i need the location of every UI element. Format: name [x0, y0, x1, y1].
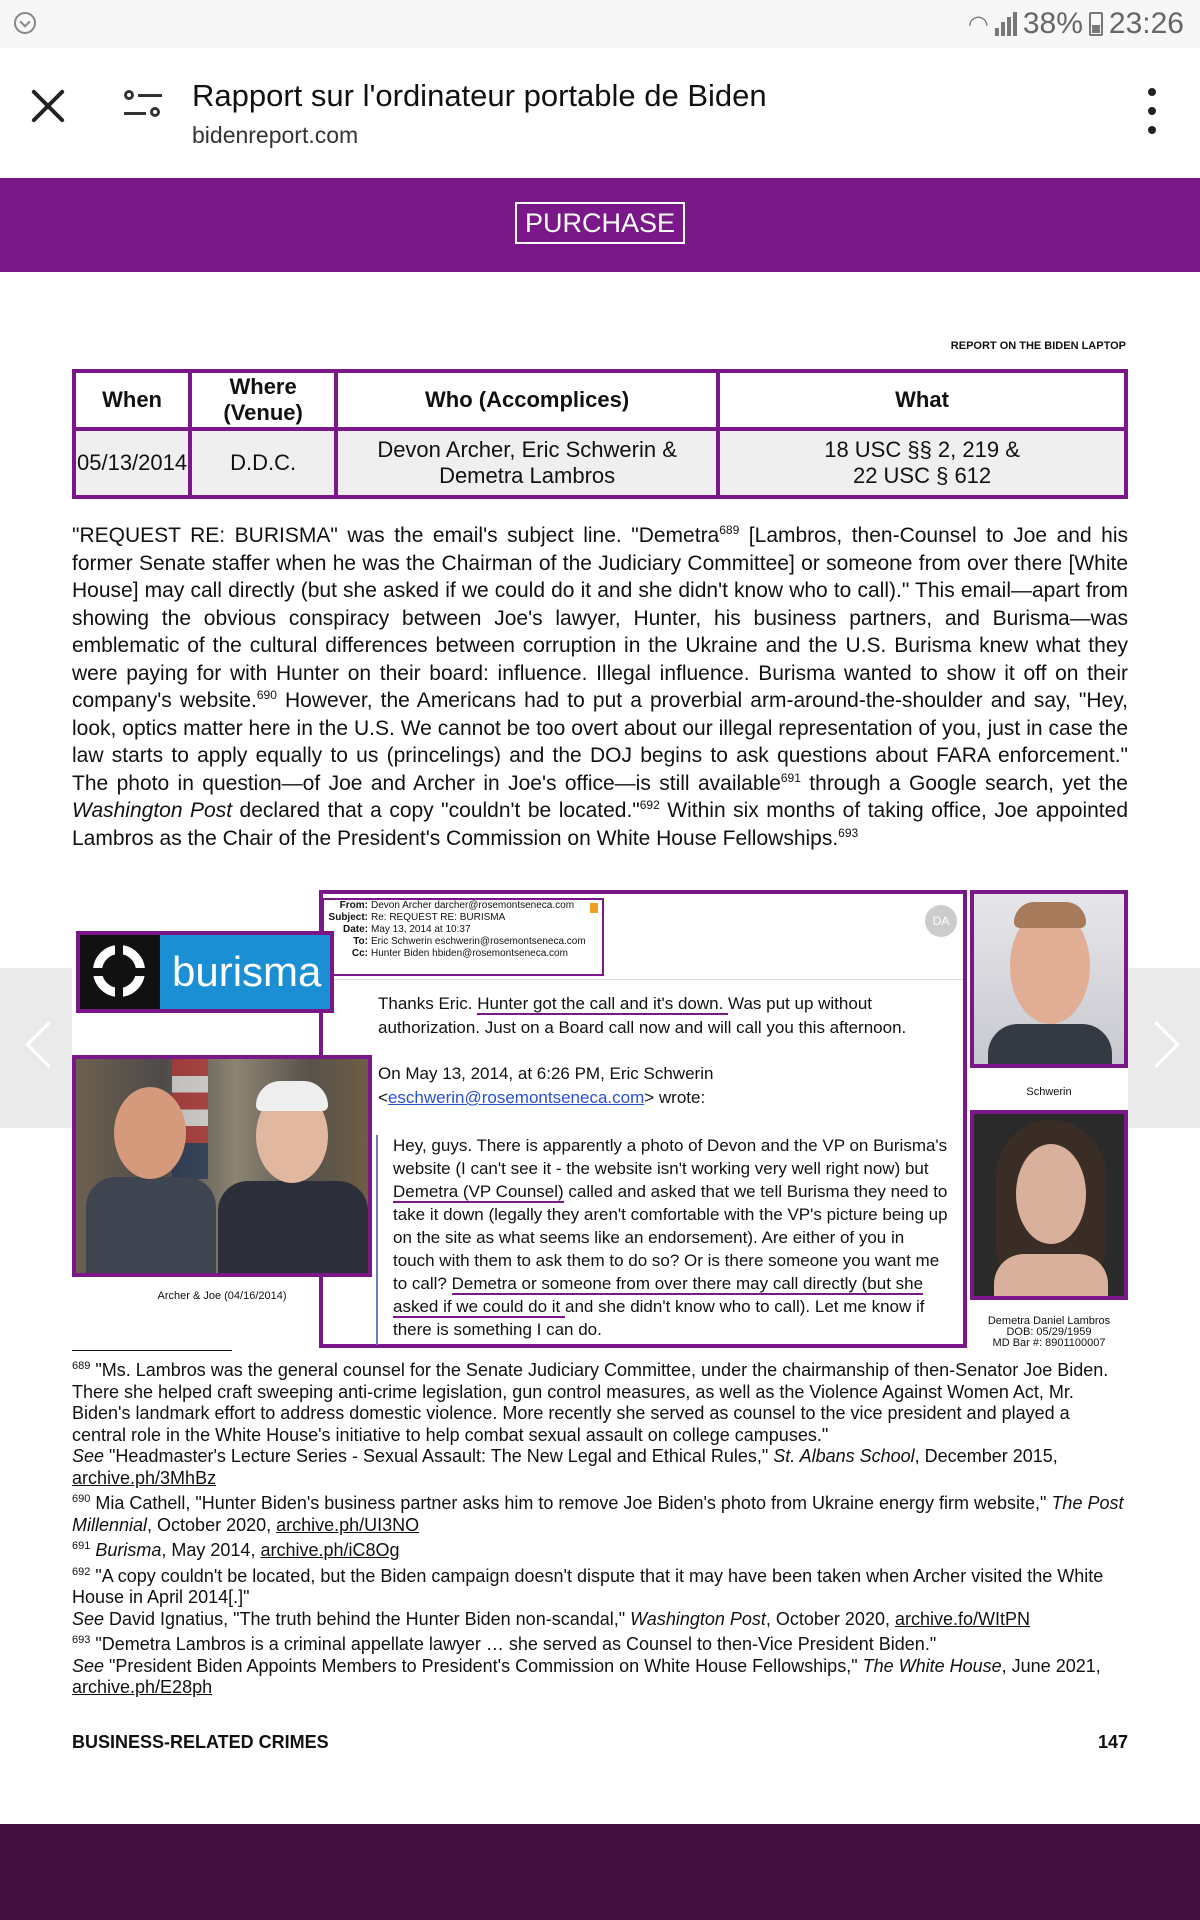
crime-table	[72, 369, 1128, 499]
caption-lambros: Demetra Daniel Lambros DOB: 05/29/1959 MD Bar #: 8901100007	[987, 1315, 1111, 1349]
quoted-line: to call? Demetra or someone from over there may call directly (but she	[393, 1274, 924, 1293]
logo-text: burisma	[172, 948, 322, 995]
cell-what: 18 USC §§ 2, 219 & 22 USC § 612	[718, 429, 1126, 497]
divider	[323, 979, 963, 980]
previous-page-button[interactable]	[0, 968, 72, 1128]
footnote-rule	[72, 1350, 232, 1351]
col-who-header: Who (Accomplices)	[336, 371, 718, 429]
battery-percent: 38%	[1022, 7, 1083, 40]
footnote-693: $^{693}$ "Demetra Lambros is a criminal appellate lawyer … she served as Counsel to then-Vice President Biden." See "President Biden Appoints Members to President's Commission on White House Fellowships," The White House, June 2021, archive.ph/E28ph	[72, 1634, 1101, 1697]
email-header: From: Devon Archer darcher@rosemontseneca.com Subject: Re: REQUEST RE: BURISMA Date: May 13, 2014 at 10:37 To: Eric Schwerin eschwerin@rosemontseneca.com Cc: Hunter Biden hbiden@rosemontseneca.com	[322, 898, 604, 976]
cell-when: 05/13/2014	[74, 429, 190, 497]
quoted-line: there is something I can do.	[393, 1320, 602, 1339]
quoted-line: Hey, guys. There is apparently a photo of Devon and the VP on Burisma's	[393, 1136, 948, 1155]
status-bar	[0, 0, 1200, 48]
footnote-link[interactable]: archive.ph/UI3NO	[276, 1514, 420, 1535]
quoted-line: on the site as what seems like an endorsement). Are either of you in	[393, 1228, 905, 1247]
avatar: DA	[925, 905, 957, 937]
col-when-header: When	[74, 371, 190, 429]
notification-icon	[14, 12, 36, 34]
status-indicators	[968, 6, 1184, 42]
cell-where: D.D.C.	[190, 429, 336, 497]
col-what-header: What	[718, 371, 1126, 429]
footnote-ref[interactable]: 689	[719, 523, 740, 537]
quoted-line: take it down (legally they aren't comfortable with the VP's picture being up	[393, 1205, 948, 1224]
footnote-link[interactable]: archive.ph/E28ph	[72, 1677, 213, 1697]
footnote-ref[interactable]: 691	[780, 770, 801, 785]
cell-who: Devon Archer, Eric Schwerin & Demetra Lambros	[336, 429, 718, 497]
footnote-690: $^{690}$ Mia Cathell, "Hunter Biden's business partner asks him to remove Joe Biden's photo from Ukraine energy firm website," The Post Millennial, October 2020, archive.ph/UI3NO	[72, 1493, 1124, 1535]
chevron-right-icon	[1133, 1021, 1180, 1068]
more-options-icon[interactable]	[1140, 88, 1164, 134]
flag-icon	[590, 903, 598, 913]
footnote-692: $^{692}$ "A copy couldn't be located, but the Biden campaign doesn't dispute that it may have been taken when Archer visited the White House in April 2014[.]" See David Ignatius, "The truth behind the Hunter Biden non-scandal," Washington Post, October 2020, archive.fo/WItPN	[72, 1565, 1104, 1629]
burisma-logo-icon	[80, 935, 160, 1009]
photo-archer-joe	[72, 1055, 372, 1277]
purchase-button[interactable]: PURCHASE	[515, 202, 685, 244]
bottom-band	[0, 1824, 1200, 1920]
footnote-691: $^{691}$ Burisma, May 2014, archive.ph/iC8Og	[72, 1540, 400, 1560]
footnotes	[72, 1360, 1128, 1703]
quoted-line: touch with them to ask them to do so? Or is there someone you want me	[393, 1251, 940, 1270]
site-settings-icon[interactable]	[124, 88, 166, 128]
email-quoted-header: <eschwerin@rosemontseneca.com> wrote:	[378, 1088, 706, 1107]
footnote-ref[interactable]: 690	[256, 688, 277, 702]
email-quoted-header: On May 13, 2014, at 6:26 PM, Eric Schwerin	[378, 1064, 714, 1083]
page-title: Rapport sur l'ordinateur portable de Biden	[192, 78, 767, 113]
clock: 23:26	[1108, 7, 1184, 40]
burisma-logo	[76, 931, 334, 1013]
email-reply-line: Thanks Eric. Hunter got the call and it's down. Was put up without	[378, 994, 872, 1013]
page-url: bidenreport.com	[192, 122, 359, 148]
quoted-line: website (I can't see it - the website isn't working very well right now) but	[393, 1159, 929, 1178]
wifi-icon: ◠	[967, 10, 989, 38]
email-link[interactable]: eschwerin@rosemontseneca.com	[387, 1088, 645, 1107]
running-head: REPORT ON THE BIDEN LAPTOP	[950, 340, 1126, 352]
next-page-button[interactable]	[1128, 968, 1200, 1128]
quote-bar	[376, 1135, 378, 1345]
photo-schwerin	[970, 890, 1128, 1068]
battery-icon	[1089, 12, 1103, 36]
app-bar	[0, 48, 1200, 178]
email-reply-line: authorization. Just on a Board call now and will call you this afternoon.	[378, 1018, 907, 1037]
table-row	[74, 429, 1126, 497]
caption-schwerin: Schwerin	[1026, 1086, 1072, 1098]
footnote-ref[interactable]: 692	[639, 798, 660, 812]
footnote-link[interactable]: archive.ph/3MhBz	[72, 1467, 217, 1488]
footnote-689: $^{689}$ "Ms. Lambros was the general counsel for the Senate Judiciary Committee, under the chairmanship of then-Senator Joe Biden. There she helped craft sweeping anti-crime legislation, gun control measures, as well as the Violence Against Women Act, Mr. Biden's landmark effort to address domestic violence. More recently she served as counsel to the vice president and played a central role in the White House's initiative to help combat sexual assault on college campuses." See "Headmaster's Lecture Series - Sexual Assault: The New Legal and Ethical Rules," St. Albans School, December 2015, archive.ph/3MhBz	[72, 1360, 1109, 1488]
page-number: 147	[1097, 1732, 1128, 1752]
col-where-header: Where (Venue)	[190, 371, 336, 429]
quoted-line: Demetra (VP Counsel) called and asked that we tell Burisma they need to	[393, 1182, 948, 1201]
chevron-left-icon	[25, 1021, 72, 1068]
photo-lambros	[970, 1110, 1128, 1300]
footnote-link[interactable]: archive.fo/WItPN	[894, 1608, 1031, 1629]
footnote-ref[interactable]: 693	[838, 825, 859, 840]
caption-archer-joe: Archer & Joe (04/16/2014)	[157, 1290, 287, 1302]
footnote-link[interactable]: archive.ph/iC8Og	[260, 1540, 400, 1560]
quoted-line: asked if we could do it and she didn't know who to call). Let me know if	[393, 1297, 925, 1316]
body-paragraph: "REQUEST RE: BURISMA" was the email's subject line. "Demetra$^{689}$ [Lambros, then-Counsel to Joe and his former Senate staffer when he was the Chairman of the Judiciary Committee] or someone from over there [White House] may call directly (but she asked if we could do it and she didn't know who to call)." This email—apart from showing the obvious conspiracy between Joe's lawyer, Hunter, his business partners, and Burisma—was emblematic of the cultural differences between corruption in the Ukraine and the U.S. Burisma knew what they were paying for with Hunter on their board: influence. Illegal influence. Burisma wanted to show it off on their company's website.$^{690}$ However, the Americans had to put a proverbial arm-around-the-shoulder and say, "Hey, look, optics matter here in the U.S. We cannot be too overt about our illegal representation of you, just in case the law starts to apply equally to us (princelings) and the DOJ begins to ask questions about FARA enforcement." The photo in question—of Joe and Archer in Joe's office—is still available$^{691}$ through a Google search, yet the Washington Post declared that a copy "couldn't be located."$^{692}$ Within six months of taking office, Joe appointed Lambros as the Chair of the President's Commission on White House Fellowships.$^{693}$	[72, 523, 1128, 850]
signal-icon	[995, 12, 1017, 36]
close-icon[interactable]	[24, 82, 72, 130]
section-footer: BUSINESS-RELATED CRIMES	[72, 1732, 329, 1752]
